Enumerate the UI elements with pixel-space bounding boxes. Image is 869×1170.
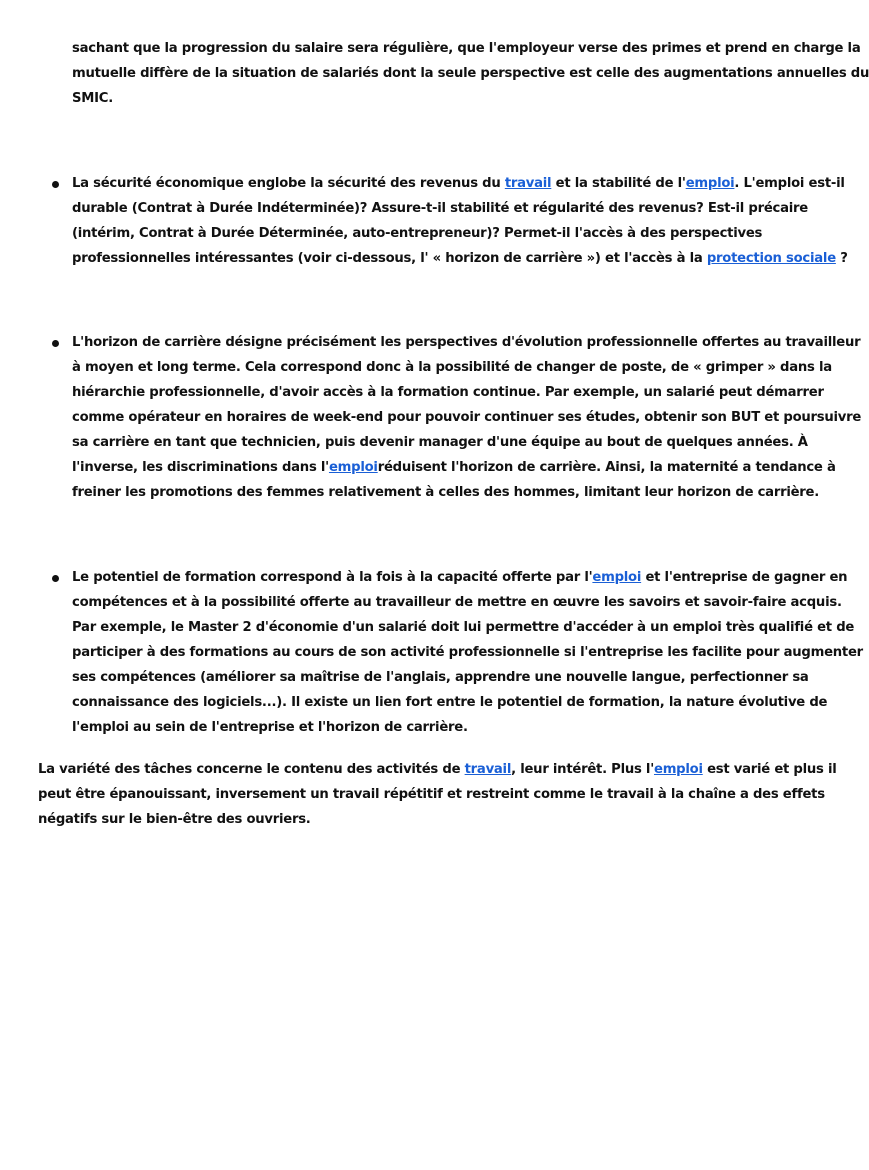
text-line: participer à des formations au cours de son activité professionnelle si l'entreprise les facilite pour augmenter — [72, 645, 863, 660]
text-line: l'emploi au sein de l'entreprise et l'horizon de carrière. — [72, 720, 468, 735]
bullet-dot — [52, 340, 59, 347]
text-line: L'horizon de carrière désigne précisément les perspectives d'évolution professionnelle offertes au travailleur — [72, 335, 861, 350]
link-emploi[interactable]: emploi — [592, 570, 642, 585]
text-line: négatifs sur le bien-être des ouvriers. — [38, 812, 311, 827]
training-potential-paragraph — [72, 565, 863, 740]
text-line: SMIC. — [72, 91, 113, 106]
text-line: à moyen et long terme. Cela correspond donc à la possibilité de changer de poste, de « grimper » dans la — [72, 360, 832, 375]
economic-security-paragraph — [72, 171, 848, 271]
text-line: mutuelle diffère de la situation de salariés dont la seule perspective est celle des augmentations annuelles du — [72, 66, 869, 81]
text-line: compétences et à la possibilité offerte au travailleur de mettre en œuvre les savoirs et savoir-faire acquis. — [72, 595, 842, 610]
text-line: sa carrière en tant que technicien, puis devenir manager d'une équipe au bout de quelques années. À — [72, 435, 808, 450]
text-span: La sécurité économique englobe la sécurité des revenus du — [72, 176, 505, 191]
text-line: connaissance des logiciels...). Il existe un lien fort entre le potentiel de formation, la nature évolutive de — [72, 695, 828, 710]
link-emploi[interactable]: emploi — [328, 460, 378, 475]
text-span: réduisent l'horizon de carrière. Ainsi, la maternité a tendance à — [377, 460, 836, 475]
text-line: durable (Contrat à Durée Indéterminée)? Assure-t-il stabilité et régularité des revenus? Est-il précaire — [72, 201, 808, 216]
bullet-dot — [52, 181, 59, 188]
text-line: comme opérateur en horaires de week-end pour pouvoir continuer ses études, obtenir son BUT et poursuivre — [72, 410, 862, 425]
text-span: professionnelles intéressantes (voir ci-dessous, l' « horizon de carrière ») et l'accès à la — [72, 251, 707, 266]
text-line — [72, 565, 848, 590]
text-span: Le potentiel de formation correspond à la fois à la capacité offerte par l' — [72, 570, 593, 585]
text-line: peut être épanouissant, inversement un travail répétitif et restreint comme le travail à la chaîne a des effets — [38, 787, 825, 802]
career-horizon-paragraph — [72, 330, 862, 505]
text-line: ses compétences (améliorer sa maîtrise de l'anglais, apprendre une nouvelle langue, perfectionner sa — [72, 670, 809, 685]
text-span: ? — [835, 251, 848, 266]
text-span: est varié et plus il — [702, 762, 837, 777]
text-span: . L'emploi est-il — [734, 176, 845, 191]
task-variety-paragraph — [38, 757, 837, 832]
bullet-dot — [52, 575, 59, 582]
text-span: l'inverse, les discriminations dans l' — [72, 460, 329, 475]
text-line — [72, 171, 845, 196]
text-line: (intérim, Contrat à Durée Déterminée, auto-entrepreneur)? Permet-il l'accès à des perspectives — [72, 226, 763, 241]
link-travail[interactable]: travail — [504, 176, 552, 191]
text-line: sachant que la progression du salaire sera régulière, que l'employeur verse des primes et prend en charge la — [72, 41, 861, 56]
text-line — [38, 757, 837, 782]
text-span: , leur intérêt. Plus l' — [511, 762, 654, 777]
link-emploi[interactable]: emploi — [654, 762, 703, 777]
link-emploi[interactable]: emploi — [685, 176, 735, 191]
text-line: hiérarchie professionnelle, d'avoir accès à la formation continue. Par exemple, un salarié peut démarrer — [72, 385, 824, 400]
text-span: et l'entreprise de gagner en — [641, 570, 848, 585]
text-line — [72, 246, 848, 271]
text-line — [72, 455, 836, 480]
link-travail[interactable]: travail — [464, 762, 512, 777]
text-span: et la stabilité de l' — [551, 176, 686, 191]
text-span: La variété des tâches concerne le contenu des activités de — [38, 762, 465, 777]
text-line: freiner les promotions des femmes relativement à celles des hommes, limitant leur horizon de carrière. — [72, 485, 819, 500]
intro-paragraph — [72, 36, 869, 111]
link-protection-sociale[interactable]: protection sociale — [706, 251, 836, 266]
text-line: Par exemple, le Master 2 d'économie d'un salarié doit lui permettre d'accéder à un emploi très qualifié et de — [72, 620, 855, 635]
